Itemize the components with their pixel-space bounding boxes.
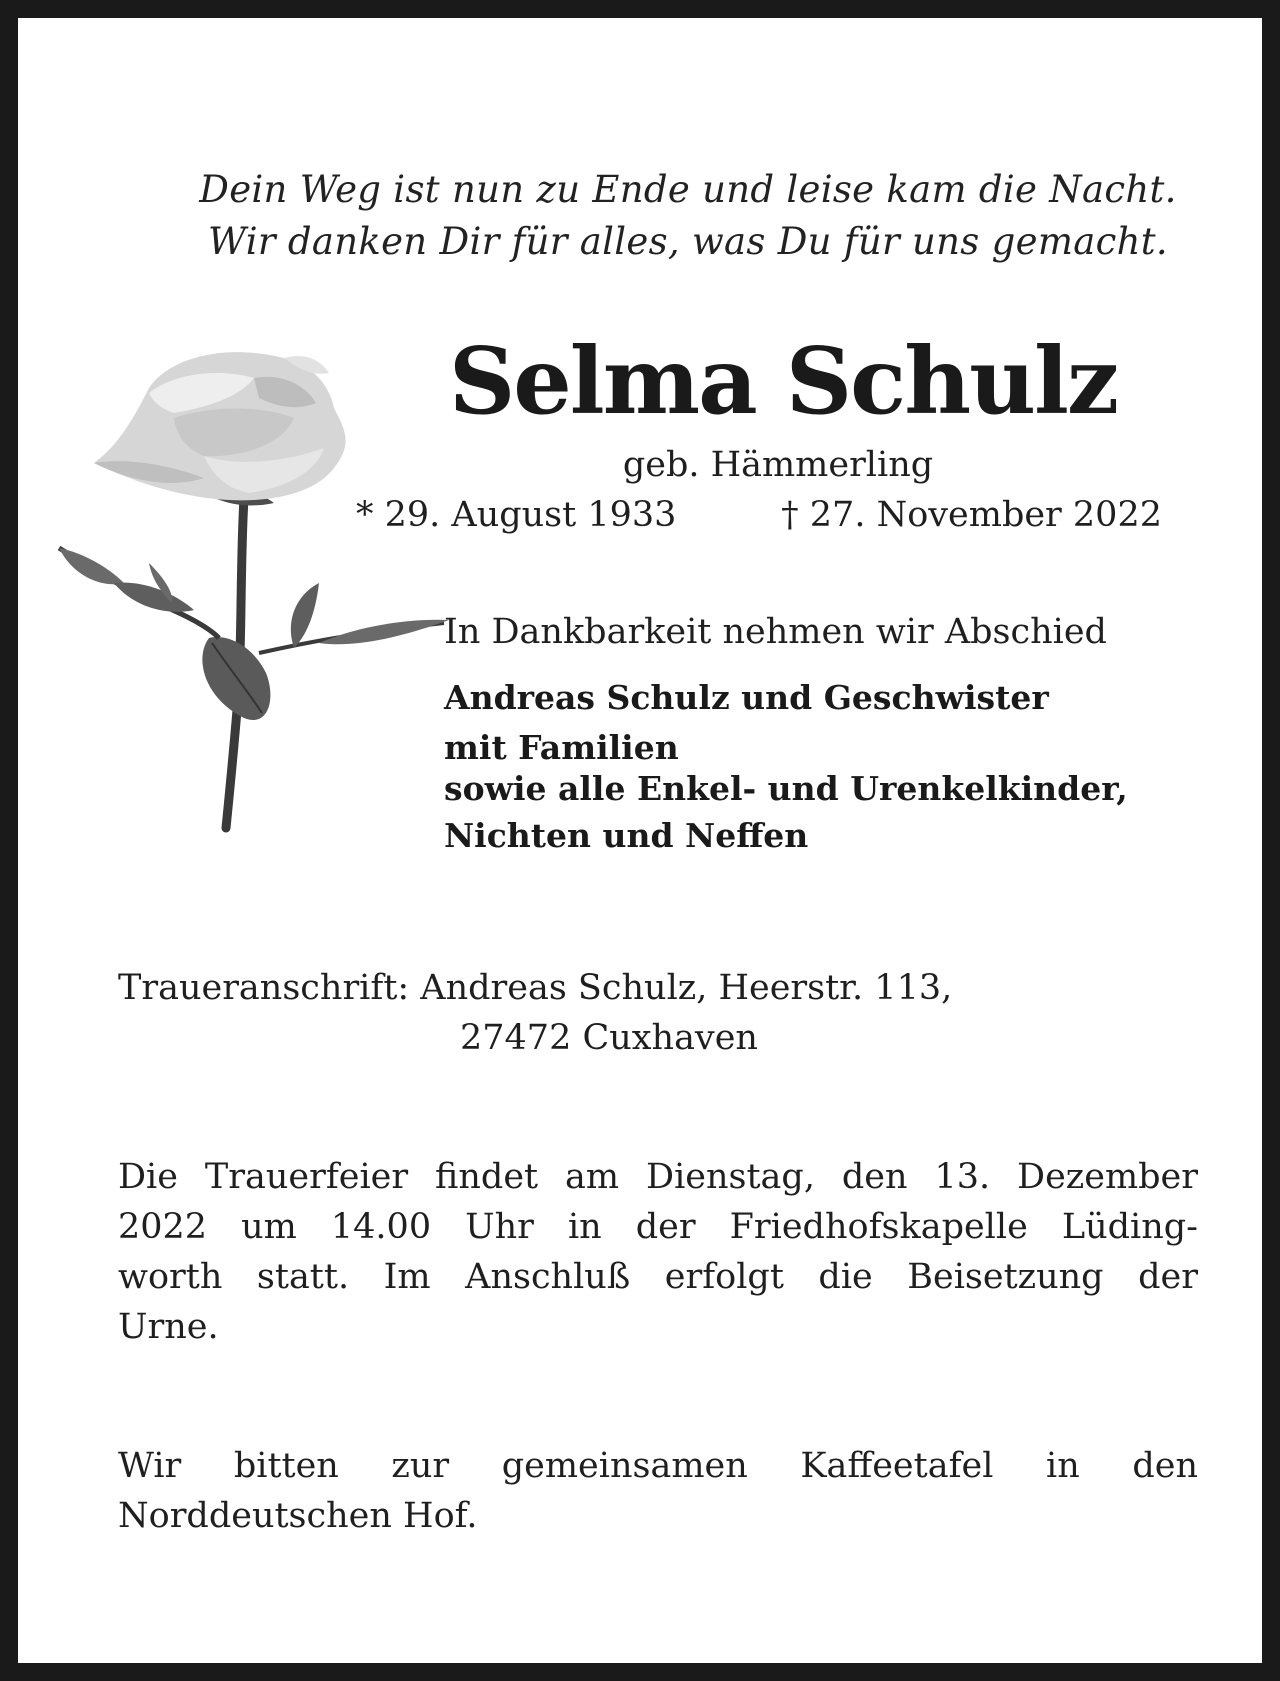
mourning-address (118, 963, 952, 1063)
poem-line-2: Wir danken Dir für alles, was Du für uns gemacht. (208, 220, 1168, 263)
poem (168, 164, 1208, 268)
mourner-line-3: sowie alle Enkel- und Urenkelkinder, (444, 769, 1128, 808)
coffee-paragraph (118, 1441, 1198, 1541)
ceremony-line-2: 2022 um 14.00 Uhr in der Friedhofskapelle Lüding- (118, 1207, 1198, 1247)
rose-icon (54, 348, 454, 838)
poem-line-1: Dein Weg ist nun zu Ende und leise kam die Nacht. (199, 168, 1177, 211)
farewell-intro: In Dankbarkeit nehmen wir Abschied (444, 612, 1107, 652)
mourner-line-2: mit Familien (444, 728, 679, 767)
address-line-2: 27472 Cuxhaven (460, 1018, 758, 1058)
ceremony-line-4: Urne. (118, 1307, 219, 1347)
ceremony-line-1: Die Trauerfeier findet am Dienstag, den 13. Dezember (118, 1157, 1198, 1197)
ceremony-line-3: worth statt. Im Anschluß erfolgt die Beisetzung der (118, 1257, 1198, 1297)
coffee-line-2: Norddeutschen Hof. (118, 1496, 478, 1536)
maiden-name: geb. Hämmerling (622, 445, 934, 485)
mourners-list (444, 673, 1128, 861)
address-line-1: Traueranschrift: Andreas Schulz, Heerstr. 113, (118, 968, 953, 1008)
mourner-line-1: Andreas Schulz und Geschwister (444, 678, 1049, 717)
coffee-line-1: Wir bitten zur gemeinsamen Kaffeetafel in den (118, 1446, 1198, 1486)
deceased-name: Selma Schulz (448, 327, 1118, 435)
death-date: † 27. November 2022 (781, 495, 1162, 535)
ceremony-paragraph (118, 1152, 1198, 1352)
mourner-line-4: Nichten und Neffen (444, 816, 809, 855)
birth-date: * 29. August 1933 (356, 495, 677, 535)
